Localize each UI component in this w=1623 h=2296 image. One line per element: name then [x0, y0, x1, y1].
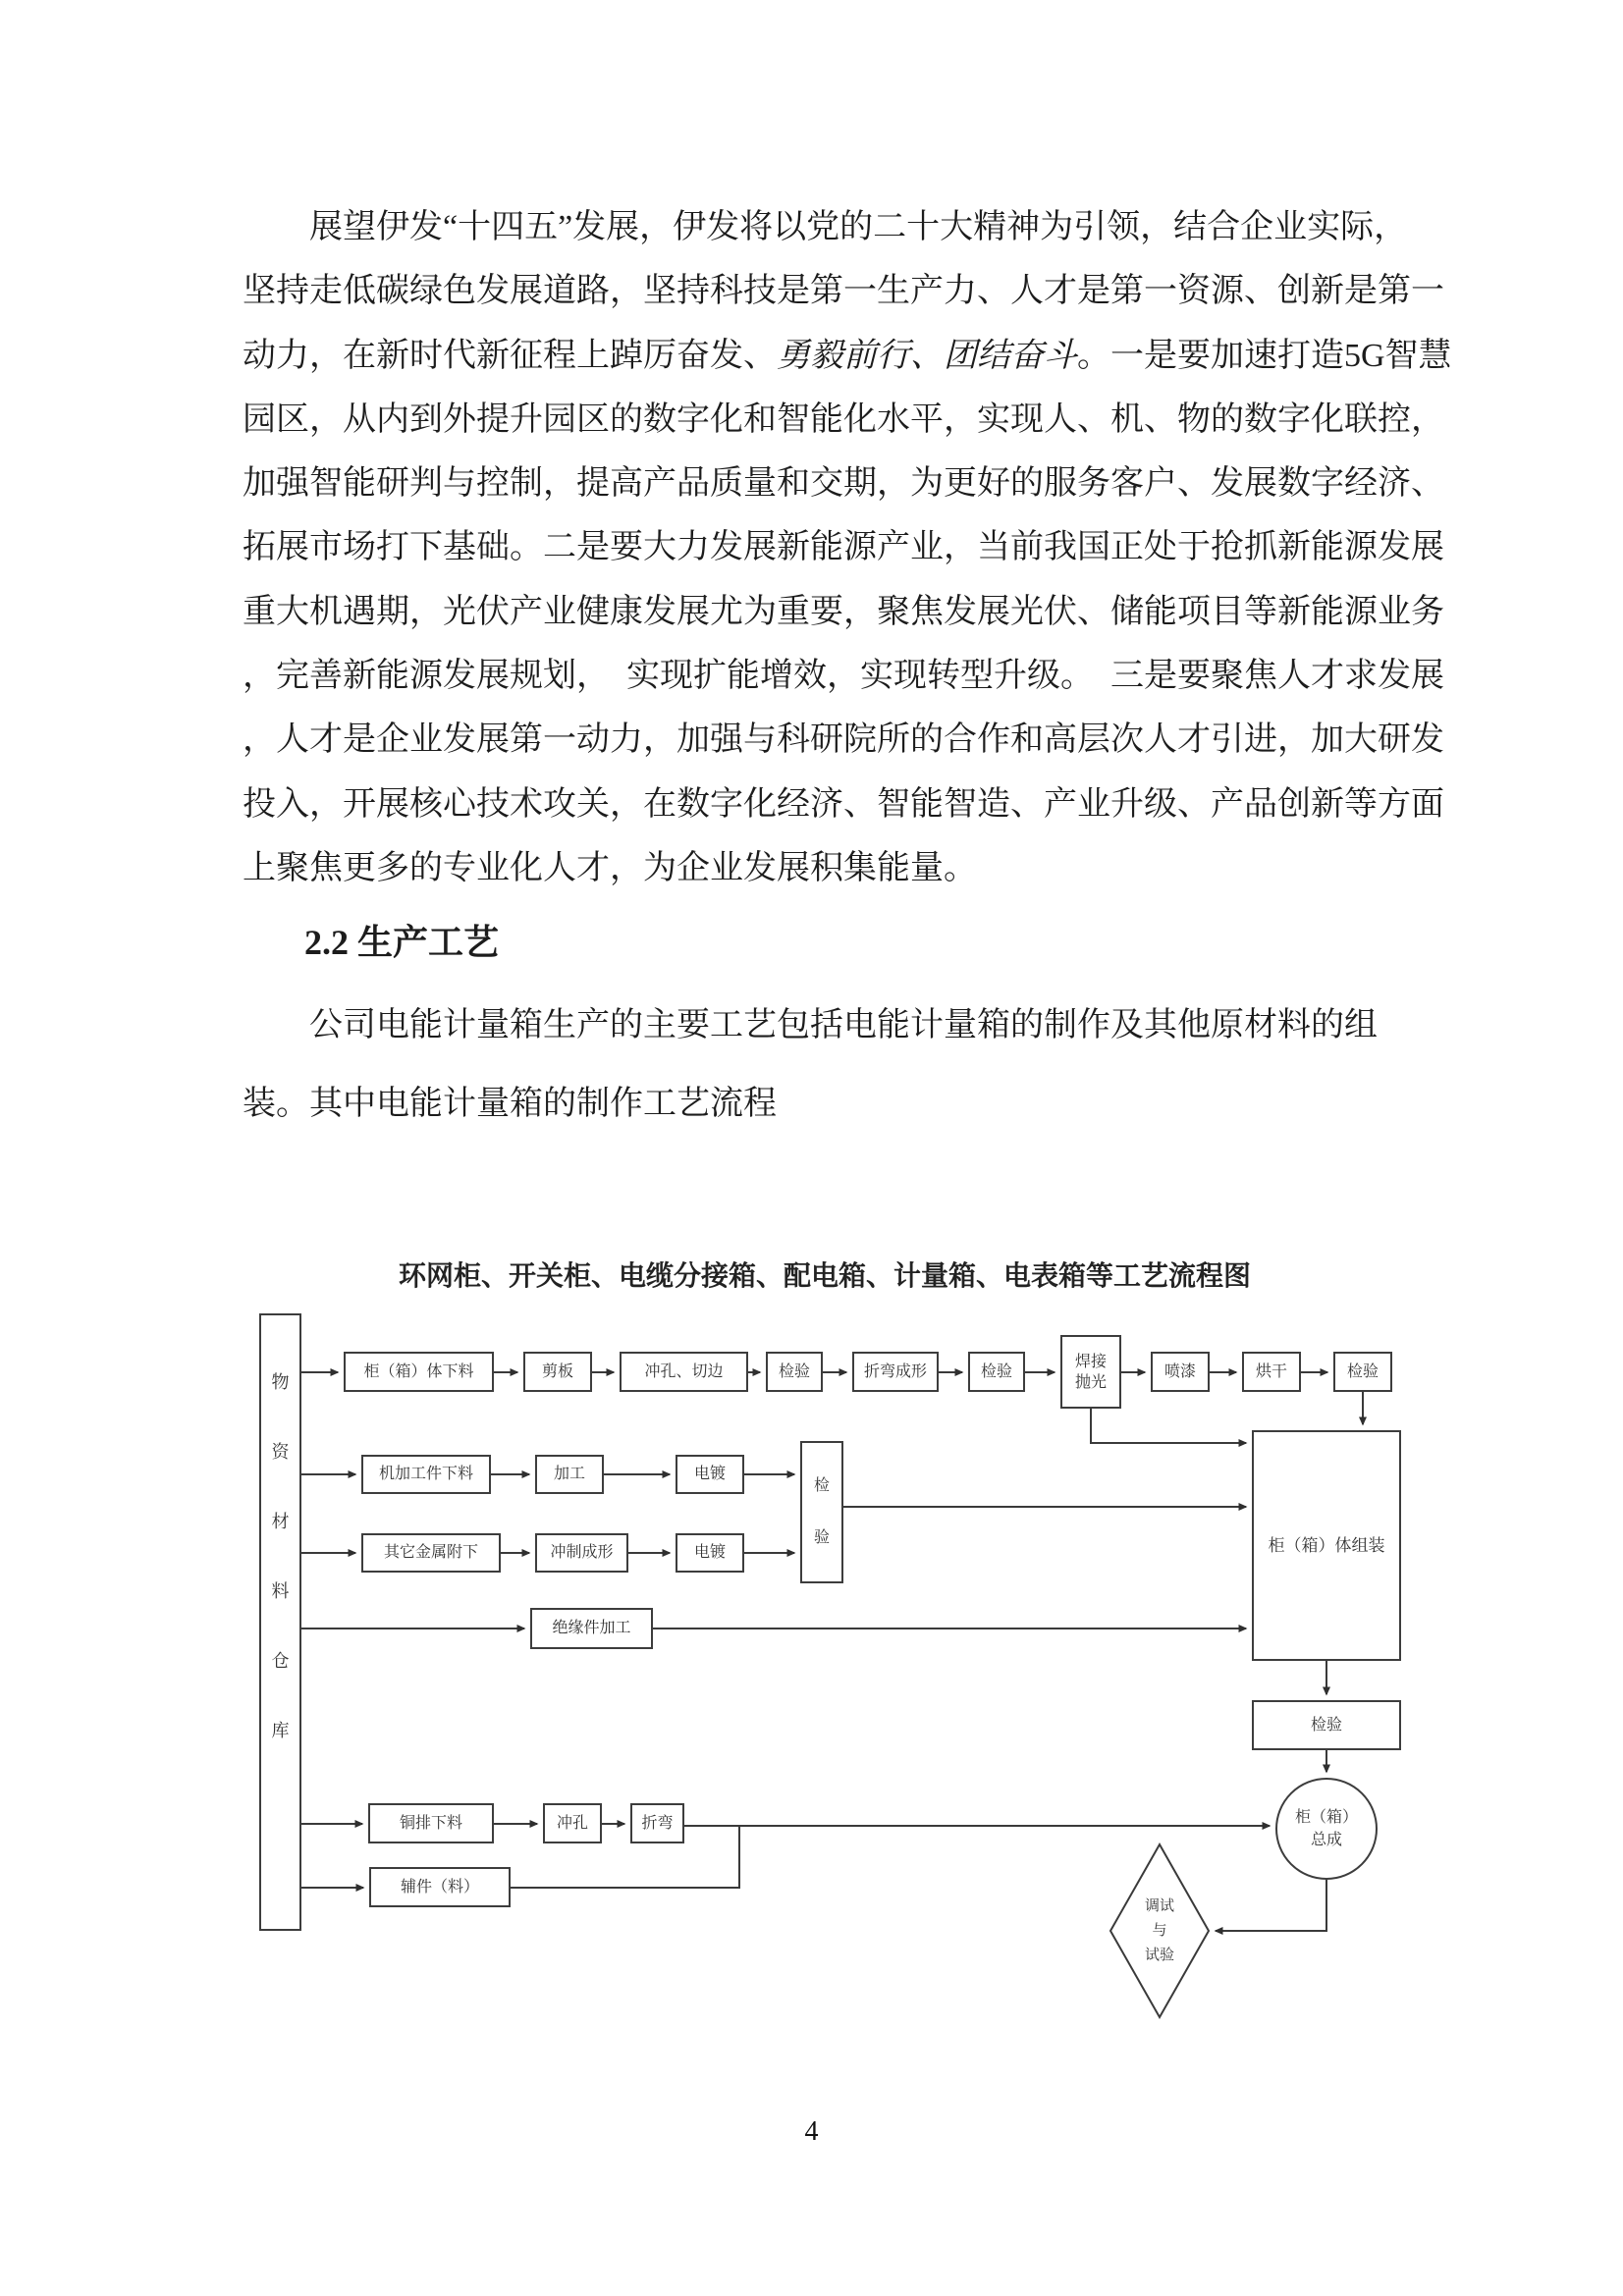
process-box-dry: 烘干 — [1242, 1352, 1301, 1392]
process-box-inspection-3: 检验 — [1333, 1352, 1392, 1392]
paragraph-line: 重大机遇期，光伏产业健康发展尤为重要，聚焦发展光伏、储能项目等新能源业务 — [243, 593, 1444, 630]
paragraph-line: 加强智能研判与控制，提高产品质量和交期，为更好的服务客户、发展数字经济、 — [243, 465, 1444, 503]
paragraph-line: 装。其中电能计量箱的制作工艺流程 — [243, 1086, 777, 1122]
process-box-insulation-processing: 绝缘件加工 — [530, 1608, 653, 1649]
process-flowchart — [172, 1306, 1448, 2091]
inspection-mid-char: 验 — [813, 1528, 830, 1546]
warehouse-char: 物 — [271, 1372, 290, 1392]
final-assembly-circle — [1275, 1778, 1378, 1880]
process-box-other-metal-parts: 其它金属附下 — [361, 1533, 501, 1573]
process-box-punch-trim: 冲孔、切边 — [620, 1352, 748, 1392]
debug-test-diamond-label — [1110, 1847, 1209, 2014]
warehouse-box — [259, 1313, 301, 1931]
page-number: 4 — [804, 2116, 819, 2147]
process-box-bend: 折弯 — [630, 1803, 684, 1843]
line3-pre: 动力，在新时代新征程上踔厉奋发、 — [243, 337, 777, 374]
debug-test-line: 试验 — [1144, 1947, 1174, 1963]
process-box-bend-form: 折弯成形 — [852, 1352, 939, 1392]
debug-test-line: 与 — [1152, 1922, 1167, 1939]
paragraph-line: ，人才是企业发展第一动力，加强与科研院所的合作和高层次人才引进，加大研发 — [243, 721, 1444, 759]
paragraph-line: 拓展市场打下基础。二是要大力发展新能源产业，当前我国正处于抢抓新能源发展 — [243, 529, 1444, 566]
flowchart-connector-lines — [172, 1306, 1448, 2091]
line3-post: 。一是要加速打造5G智慧 — [1077, 337, 1452, 374]
process-box-inspection-1: 检验 — [766, 1352, 823, 1392]
paragraph-line: 公司电能计量箱生产的主要工艺包括电能计量箱的制作及其他原材料的组 — [309, 1007, 1378, 1043]
process-box-inspection-2: 检验 — [968, 1352, 1025, 1392]
paragraph-line: 上聚焦更多的专业化人才，为企业发展积集能量。 — [243, 849, 977, 886]
process-box-spray-paint: 喷漆 — [1151, 1352, 1210, 1392]
process-box-shear-plate: 剪板 — [523, 1352, 592, 1392]
debug-test-line: 调试 — [1144, 1897, 1174, 1914]
inspection-mid-char: 检 — [813, 1477, 830, 1495]
process-box-busbar-blanking: 铜排下料 — [368, 1803, 494, 1843]
warehouse-char: 库 — [271, 1721, 290, 1740]
warehouse-char: 材 — [271, 1512, 290, 1531]
process-box-punch: 冲孔 — [543, 1803, 602, 1843]
paragraph-line: ，完善新能源发展规划， 实现扩能增效，实现转型升级。 三是要聚焦人才求发展 — [243, 658, 1444, 695]
section-heading: 2.2 生产工艺 — [304, 923, 500, 962]
process-box-inspection-mid — [800, 1441, 843, 1583]
paragraph-line: 坚持走低碳绿色发展道路，坚持科技是第一生产力、人才是第一资源、创新是第一 — [243, 273, 1444, 310]
body-paragraph-2 — [243, 987, 1470, 1144]
flowchart-title: 环网柜、开关柜、电缆分接箱、配电箱、计量箱、电表箱等工艺流程图 — [398, 1261, 1251, 1292]
paragraph-line: 展望伊发“十四五”发展，伊发将以党的二十大精神为引领，结合企业实际， — [309, 209, 1408, 245]
weld-polish-line: 焊接 — [1074, 1353, 1107, 1370]
paragraph-line: 投入，开展核心技术攻关，在数字化经济、智能智造、产业升级、产品创新等方面 — [243, 785, 1444, 823]
paragraph-line: 园区，从内到外提升园区的数字化和智能化水平，实现人、机、物的数字化联控， — [243, 400, 1444, 438]
process-box-plating-1: 电镀 — [676, 1455, 744, 1494]
weld-polish-line: 抛光 — [1074, 1373, 1107, 1391]
process-box-inspection-4: 检验 — [1252, 1700, 1401, 1750]
line3-italic-phrase: 勇毅前行、团结奋斗 — [777, 337, 1077, 374]
process-box-machining: 加工 — [535, 1455, 604, 1494]
process-box-plating-2: 电镀 — [676, 1533, 744, 1573]
process-box-cabinet-assembly: 柜（箱）体组装 — [1252, 1430, 1401, 1661]
warehouse-char: 仓 — [271, 1651, 290, 1671]
process-box-weld-polish — [1060, 1335, 1121, 1409]
warehouse-char: 资 — [271, 1442, 290, 1462]
body-paragraph-1 — [243, 195, 1470, 900]
warehouse-char: 料 — [271, 1581, 290, 1601]
process-box-cabinet-body-blanking: 柜（箱）体下料 — [344, 1352, 494, 1392]
process-box-stamp-form: 冲制成形 — [535, 1533, 628, 1573]
process-box-accessories: 辅件（料） — [369, 1867, 511, 1907]
final-assembly-line: 柜（箱） — [1294, 1809, 1358, 1826]
process-box-machined-parts-blanking: 机加工件下料 — [361, 1455, 491, 1494]
paragraph-line — [243, 324, 1470, 388]
final-assembly-line: 总成 — [1310, 1832, 1342, 1848]
